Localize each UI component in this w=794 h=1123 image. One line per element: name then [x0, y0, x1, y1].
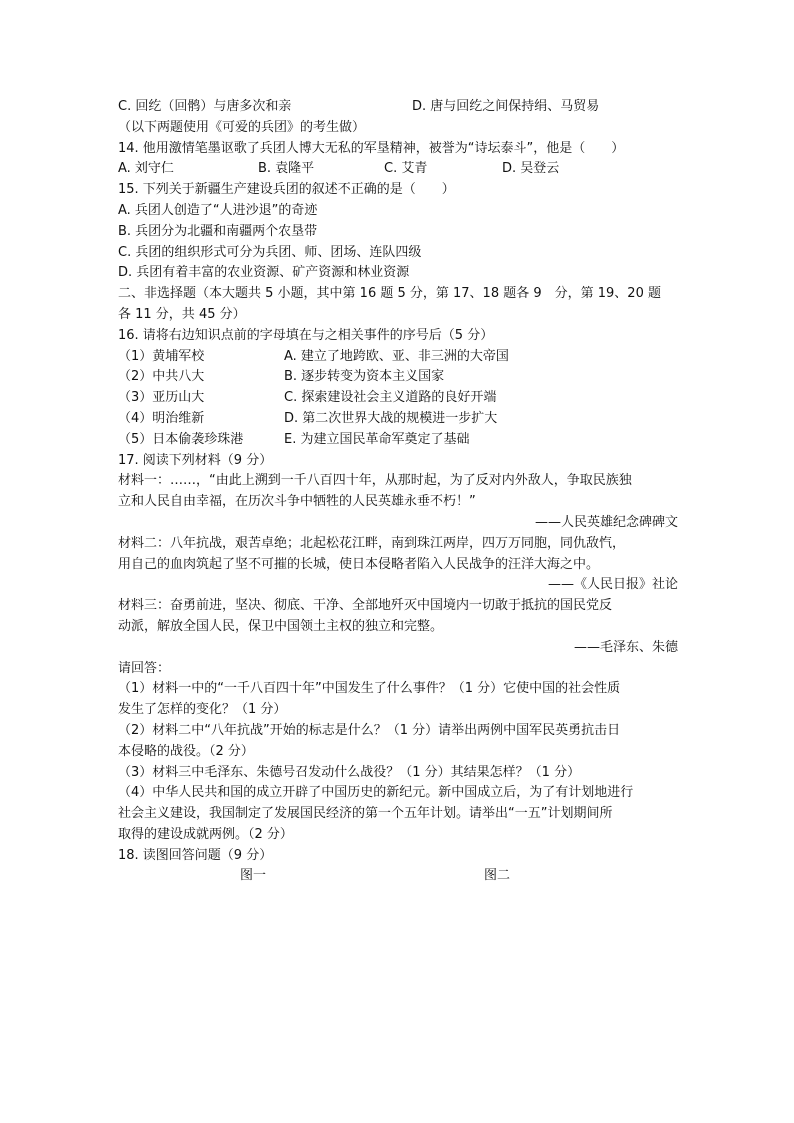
q14-option-a: A. 刘守仁 — [118, 161, 174, 177]
q18-figure-captions — [118, 866, 678, 887]
q16-event: （1）黄埔军校 — [118, 348, 205, 364]
q17-prompt: 请回答： — [118, 660, 171, 676]
q17-material2-line2: 用自己的血肉筑起了坚不可摧的长城，使日本侵略者陷入人民战争的汪洋大海之中。 — [118, 556, 600, 572]
q17-sub4-line1: （4）中华人民共和国的成立开辟了中国历史的新纪元。新中国成立后，为了有计划地进行 — [118, 785, 634, 801]
section2-heading-line1: 二、非选择题（本大题共 5 小题，其中第 16 题 5 分，第 17、18 题各 9 分，第 19、20 题 — [118, 286, 661, 302]
q14-stem: 14. 他用激情笔墨讴歌了兵团人博大无私的军垦精神，被誉为“诗坛泰斗”，他是（ ） — [118, 140, 625, 156]
q13-option-c: C. 回纥（回鹘）与唐多次和亲 — [118, 99, 292, 114]
q16-match-row — [118, 430, 678, 451]
q13-options-cd — [118, 97, 678, 118]
q16-match-row — [118, 388, 678, 409]
q15-option-b: B. 兵团分为北疆和南疆两个农垦带 — [118, 223, 318, 239]
q17-sub1-line1: （1）材料一中的“一千八百四十年”中国发生了什么事件？（1 分）它使中国的社会性质 — [118, 681, 621, 697]
q16-knowledge-point: C. 探索建设社会主义道路的良好开端 — [284, 390, 497, 406]
q16-knowledge-point: B. 逐步转变为资本主义国家 — [284, 369, 445, 385]
q17-sub3-line1: （3）材料三中毛泽东、朱德号召发动什么战役？（1 分）其结果怎样？（1 分） — [118, 764, 581, 780]
q17-sub4-line3: 取得的建设成就两例。（2 分） — [118, 826, 293, 842]
q17-material3-line2: 动派，解放全国人民，保卫中国领土主权的独立和完整。 — [118, 618, 444, 634]
section-note: （以下两题使用《可爱的兵团》的考生做） — [118, 119, 366, 135]
q17-material2-line1: 材料二：八年抗战，艰苦卓绝；北起松花江畔，南到珠江两岸，四万万同胞，同仇敌忾， — [118, 535, 626, 551]
q15-option-d: D. 兵团有着丰富的农业资源、矿产资源和林业资源 — [118, 265, 410, 281]
q13-option-d: D. 唐与回纥之间保持绢、马贸易 — [412, 99, 600, 114]
q16-event: （2）中共八大 — [118, 369, 205, 385]
q16-event: （3）亚历山大 — [118, 390, 205, 406]
q17-material1-source: ——人民英雄纪念碑碑文 — [534, 514, 678, 530]
q17-material3-line1: 材料三：奋勇前进，坚决、彻底、干净、全部地歼灭中国境内一切敢于抵抗的国民党反 — [118, 598, 613, 614]
q15-stem: 15. 下列关于新疆生产建设兵团的叙述不正确的是（ ） — [118, 182, 455, 198]
figure-2-caption: 图二 — [484, 868, 511, 884]
q16-match-row — [118, 347, 678, 368]
q17-material1-line2: 立和人民自由幸福，在历次斗争中牺牲的人民英雄永垂不朽！” — [118, 494, 476, 510]
q16-knowledge-point: A. 建立了地跨欧、亚、非三洲的大帝国 — [284, 348, 509, 364]
q15-option-a: A. 兵团人创造了“人进沙退”的奇迹 — [118, 202, 318, 218]
q14-option-b: B. 袁隆平 — [258, 161, 315, 177]
q17-material1-line1: 材料一：……，“由此上溯到一千八百四十年，从那时起，为了反对内外敌人，争取民族独 — [118, 473, 632, 489]
q16-knowledge-point: E. 为建立国民革命军奠定了基础 — [284, 431, 470, 447]
q18-stem: 18. 读图回答问题（9 分） — [118, 847, 273, 863]
q16-event: （4）明治维新 — [118, 410, 205, 426]
figure-1-caption: 图一 — [240, 868, 267, 884]
q17-material3-source: ——毛泽东、朱德 — [573, 639, 678, 655]
q17-sub4-line2: 社会主义建设，我国制定了发展国民经济的第一个五年计划。请举出“一五”计划期间所 — [118, 806, 613, 822]
exam-page — [118, 97, 678, 887]
q16-match-row — [118, 367, 678, 388]
q14-options — [118, 159, 678, 180]
q15-option-c: C. 兵团的组织形式可分为兵团、师、团场、连队四级 — [118, 244, 422, 260]
q16-knowledge-point: D. 第二次世界大战的规模进一步扩大 — [284, 410, 498, 426]
q17-sub2-line2: 本侵略的战役。（2 分） — [118, 743, 254, 759]
q14-option-c: C. 艾青 — [384, 161, 428, 177]
q16-match-row — [118, 409, 678, 430]
q17-sub2-line1: （2）材料二中“八年抗战”开始的标志是什么？（1 分）请举出两例中国军民英勇抗击日 — [118, 722, 621, 738]
q17-stem: 17. 阅读下列材料（9 分） — [118, 452, 273, 468]
q16-event: （5）日本偷袭珍珠港 — [118, 431, 244, 447]
q17-material2-source: ——《人民日报》社论 — [547, 577, 678, 593]
section2-heading-line2: 各 11 分，共 45 分） — [118, 306, 246, 322]
q16-stem: 16. 请将右边知识点前的字母填在与之相关事件的序号后（5 分） — [118, 327, 494, 343]
q17-sub1-line2: 发生了怎样的变化？（1 分） — [118, 702, 287, 718]
q14-option-d: D. 吴登云 — [502, 161, 560, 177]
